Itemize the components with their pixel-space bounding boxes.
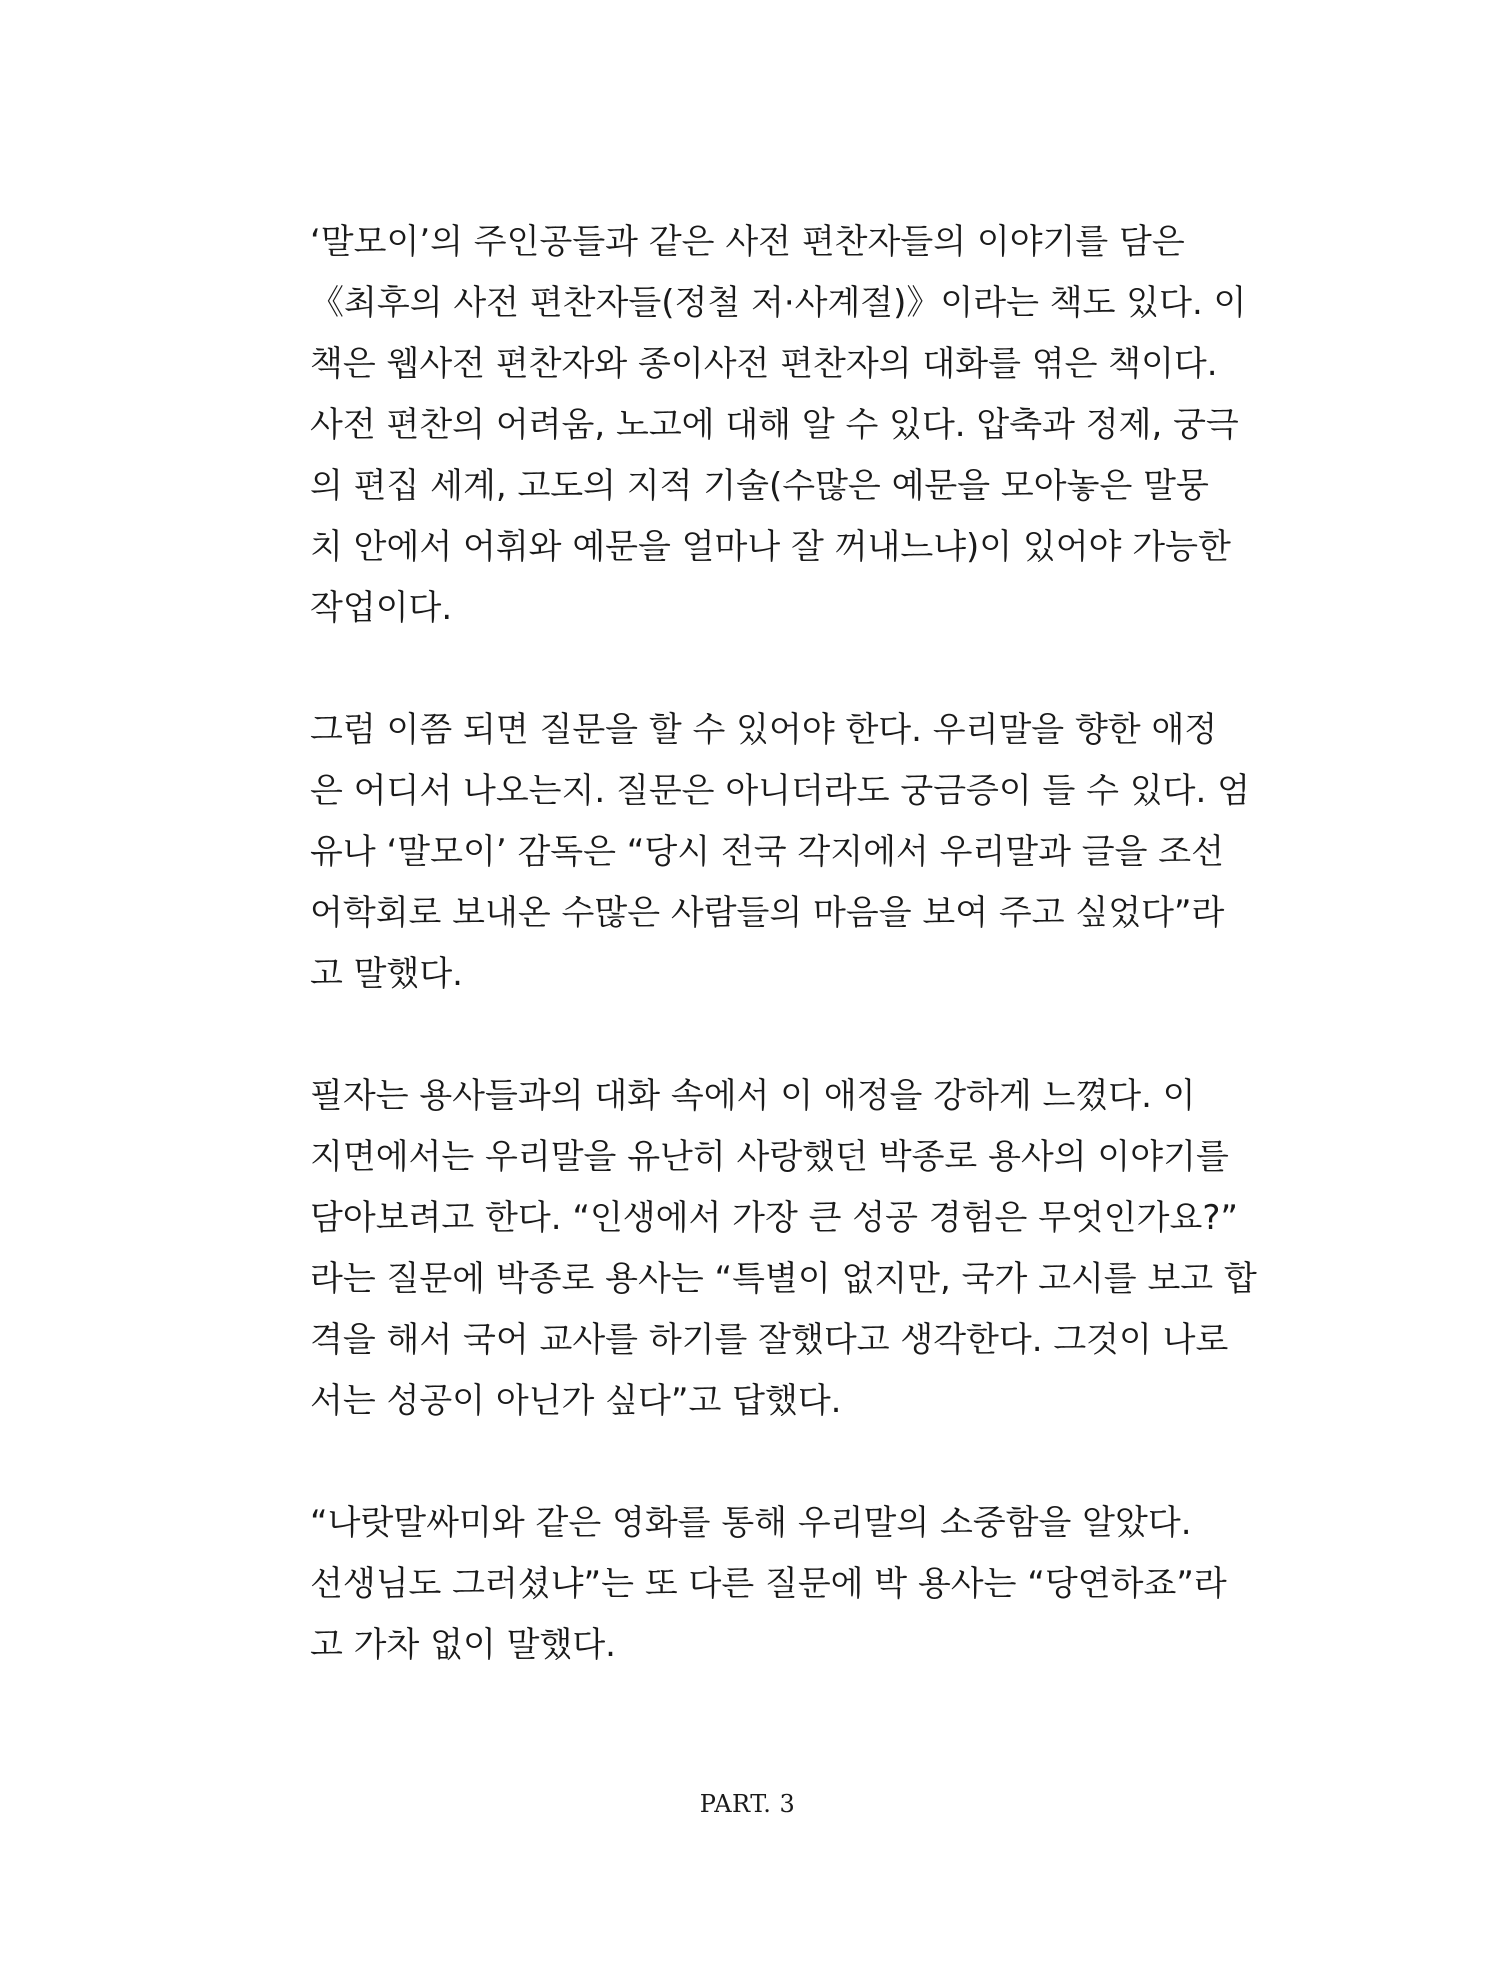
text-line: 유나 ‘말모이’ 감독은 “당시 전국 각지에서 우리말과 글을 조선 xyxy=(310,832,1224,872)
text-line: 격을 해서 국어 교사를 하기를 잘했다고 생각한다. 그것이 나로 xyxy=(310,1320,1229,1360)
text-line: 고 말했다. xyxy=(310,954,463,994)
article-body xyxy=(310,212,1257,1737)
page-footer-label: PART. 3 xyxy=(699,1790,796,1818)
text-line: 의 편집 세계, 고도의 지적 기술(수많은 예문을 모아놓은 말뭉 xyxy=(310,466,1209,506)
paragraph-1 xyxy=(310,212,1247,639)
text-line: 라는 질문에 박종로 용사는 “특별이 없지만, 국가 고시를 보고 합 xyxy=(310,1259,1257,1299)
text-line: 치 안에서 어휘와 예문을 얼마나 잘 꺼내느냐)이 있어야 가능한 xyxy=(310,527,1231,567)
text-line: 작업이다. xyxy=(310,588,453,628)
text-line: 그럼 이쯤 되면 질문을 할 수 있어야 한다. 우리말을 향한 애정 xyxy=(310,710,1218,750)
text-line: 《최후의 사전 편찬자들(정철 저·사계절)》이라는 책도 있다. 이 xyxy=(310,283,1247,323)
text-line: 고 가차 없이 말했다. xyxy=(310,1625,616,1665)
text-line: 선생님도 그러셨냐”는 또 다른 질문에 박 용사는 “당연하죠”라 xyxy=(310,1564,1227,1604)
text-line: ‘말모이’의 주인공들과 같은 사전 편찬자들의 이야기를 담은 xyxy=(310,222,1185,262)
text-line: “나랏말싸미와 같은 영화를 통해 우리말의 소중함을 알았다. xyxy=(310,1503,1192,1543)
paragraph-4 xyxy=(310,1493,1227,1676)
text-line: 어학회로 보내온 수많은 사람들의 마음을 보여 주고 싶었다”라 xyxy=(310,893,1225,933)
text-line: 사전 편찬의 어려움, 노고에 대해 알 수 있다. 압축과 정제, 궁극 xyxy=(310,405,1239,445)
text-line: 담아보려고 한다. “인생에서 가장 큰 성공 경험은 무엇인가요?” xyxy=(310,1198,1238,1238)
text-line: 책은 웹사전 편찬자와 종이사전 편찬자의 대화를 엮은 책이다. xyxy=(310,344,1218,384)
paragraph-3 xyxy=(310,1066,1257,1432)
text-line: 서는 성공이 아닌가 싶다”고 답했다. xyxy=(310,1381,842,1421)
text-line: 필자는 용사들과의 대화 속에서 이 애정을 강하게 느꼈다. 이 xyxy=(310,1076,1196,1116)
paragraph-2 xyxy=(310,700,1250,1005)
text-line: 지면에서는 우리말을 유난히 사랑했던 박종로 용사의 이야기를 xyxy=(310,1137,1229,1177)
text-line: 은 어디서 나오는지. 질문은 아니더라도 궁금증이 들 수 있다. 엄 xyxy=(310,771,1250,811)
